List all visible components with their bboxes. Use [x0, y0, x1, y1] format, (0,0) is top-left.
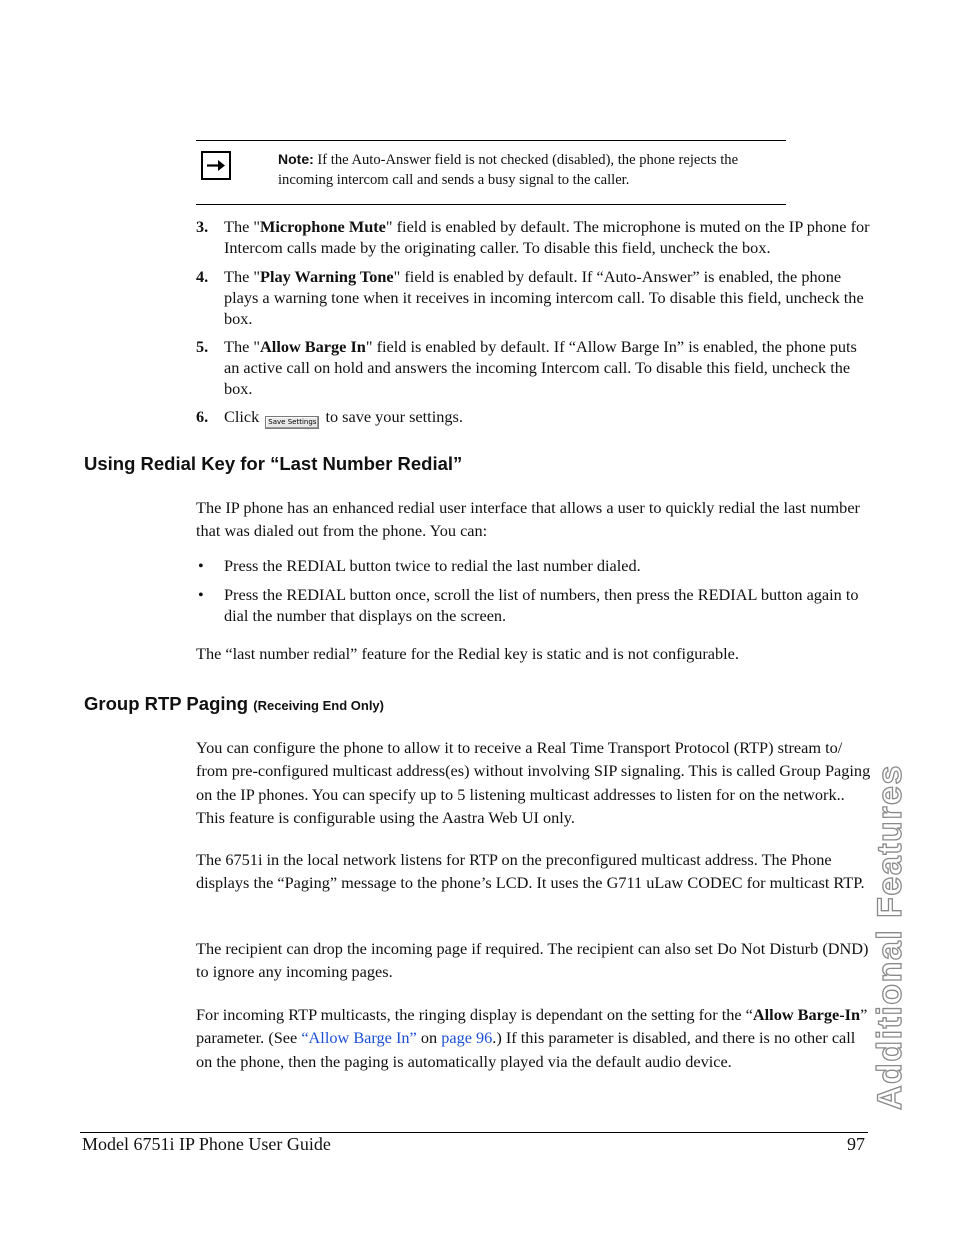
rtp-paragraph-4: [196, 1003, 872, 1073]
section-heading-redial: Using Redial Key for “Last Number Redial”: [84, 453, 463, 474]
page-96-link[interactable]: page 96: [441, 1028, 493, 1048]
redial-bullet-2: Press the REDIAL button once, scroll the list of numbers, then press the REDIAL button again to dial the number that displays on the screen.: [224, 585, 859, 625]
redial-bullet-1: Press the REDIAL button twice to redial the last number dialed.: [224, 556, 641, 575]
note-top-rule: [196, 140, 786, 141]
heading-text: Group RTP Paging: [84, 693, 249, 714]
step-text-post: to save your settings.: [325, 407, 463, 426]
step-text-pre: The ": [224, 217, 261, 236]
step-field-name: Allow Barge In: [260, 337, 366, 356]
step-text-post: " field is enabled by default. If “Auto-Answer” is enabled, the phone plays a warning tone when it receives in incoming intercom call. To disable this field, uncheck the box.: [224, 267, 864, 328]
note-body: If the Auto-Answer field is not checked (disabled), the phone rejects the incoming intercom call and sends a busy signal to the caller.: [278, 152, 739, 188]
note-bottom-rule: [196, 204, 786, 205]
p4-text-d: on: [416, 1028, 442, 1048]
step-text-post: " field is enabled by default. The microphone is muted on the IP phone for Intercom calls made by the originating caller. To disable this field, uncheck the box.: [224, 217, 870, 257]
step-field-name: Microphone Mute: [260, 217, 386, 236]
step-number: 6.: [196, 407, 209, 426]
step-text-post: " field is enabled by default. If “Allow Barge In” is enabled, the phone puts an active call on hold and answers the incoming Intercom call. To disable this field, uncheck the box.: [224, 337, 857, 398]
p4-text-a: For incoming RTP multicasts, the ringing display is dependant on the setting for the “: [196, 1005, 753, 1024]
p4-text-e: .) If this parameter is disabled, and there is no other call on the phone, then the paging is automatically played via the default audio device.: [196, 1028, 856, 1071]
footer-title: Model 6751i IP Phone User Guide: [82, 1134, 331, 1154]
step-number: 5.: [196, 337, 209, 356]
step-field-name: Play Warning Tone: [260, 267, 394, 286]
step-text: [224, 336, 872, 399]
step-text: [224, 266, 872, 329]
bullet-marker: •: [198, 556, 204, 575]
rtp-paragraph-2: The 6751i in the local network listens for RTP on the preconfigured multicast address. The Phone displays the “Paging” message to the phone’s LCD. It uses the G711 uLaw CODEC for multicast RTP.: [196, 850, 865, 893]
allow-barge-in-link[interactable]: “Allow Barge In”: [301, 1028, 417, 1048]
bullet-marker: •: [198, 585, 204, 604]
note-text: [278, 149, 786, 190]
rtp-paragraph-1: You can configure the phone to allow it to receive a Real Time Transport Protocol (RTP) stream to/ from pre-configured multicast address(es) without involving SIP signaling. This is called Group Paging on the IP phones. You can specify up to 5 listening multicast addresses to listen for on the network.. This feature is configurable using the Aastra Web UI only.: [196, 738, 871, 827]
rtp-paragraph-3: The recipient can drop the incoming page if required. The recipient can also set Do Not Disturb (DND) to ignore any incoming pages.: [196, 939, 869, 982]
step-number: 3.: [196, 217, 209, 236]
step-text-pre: The ": [224, 267, 261, 286]
save-settings-button[interactable]: Save Settings: [265, 416, 319, 429]
step-text: [224, 216, 872, 258]
step-text: [224, 406, 872, 429]
step-text-pre: The ": [224, 337, 261, 356]
redial-closing: The “last number redial” feature for the Redial key is static and is not configurable.: [196, 644, 739, 663]
note-arrow-box: [201, 151, 231, 180]
step-number: 4.: [196, 267, 209, 286]
p4-text-c: ” parameter. (See: [196, 1005, 868, 1048]
side-tab-additional-features: Additional Features: [871, 764, 909, 1110]
heading-subtitle: (Receiving End Only): [253, 698, 384, 713]
page-number: 97: [847, 1134, 865, 1154]
step-text-pre: Click: [224, 407, 260, 426]
section-heading-rtp-paging: [84, 693, 384, 715]
redial-intro: The IP phone has an enhanced redial user interface that allows a user to quickly redial the last number that was dialed out from the phone. You can:: [196, 498, 860, 541]
footer-rule: [80, 1132, 868, 1133]
right-arrow-icon: [203, 153, 229, 178]
p4-param-name: Allow Barge-In: [752, 1005, 861, 1024]
note-label: Note:: [278, 151, 314, 167]
